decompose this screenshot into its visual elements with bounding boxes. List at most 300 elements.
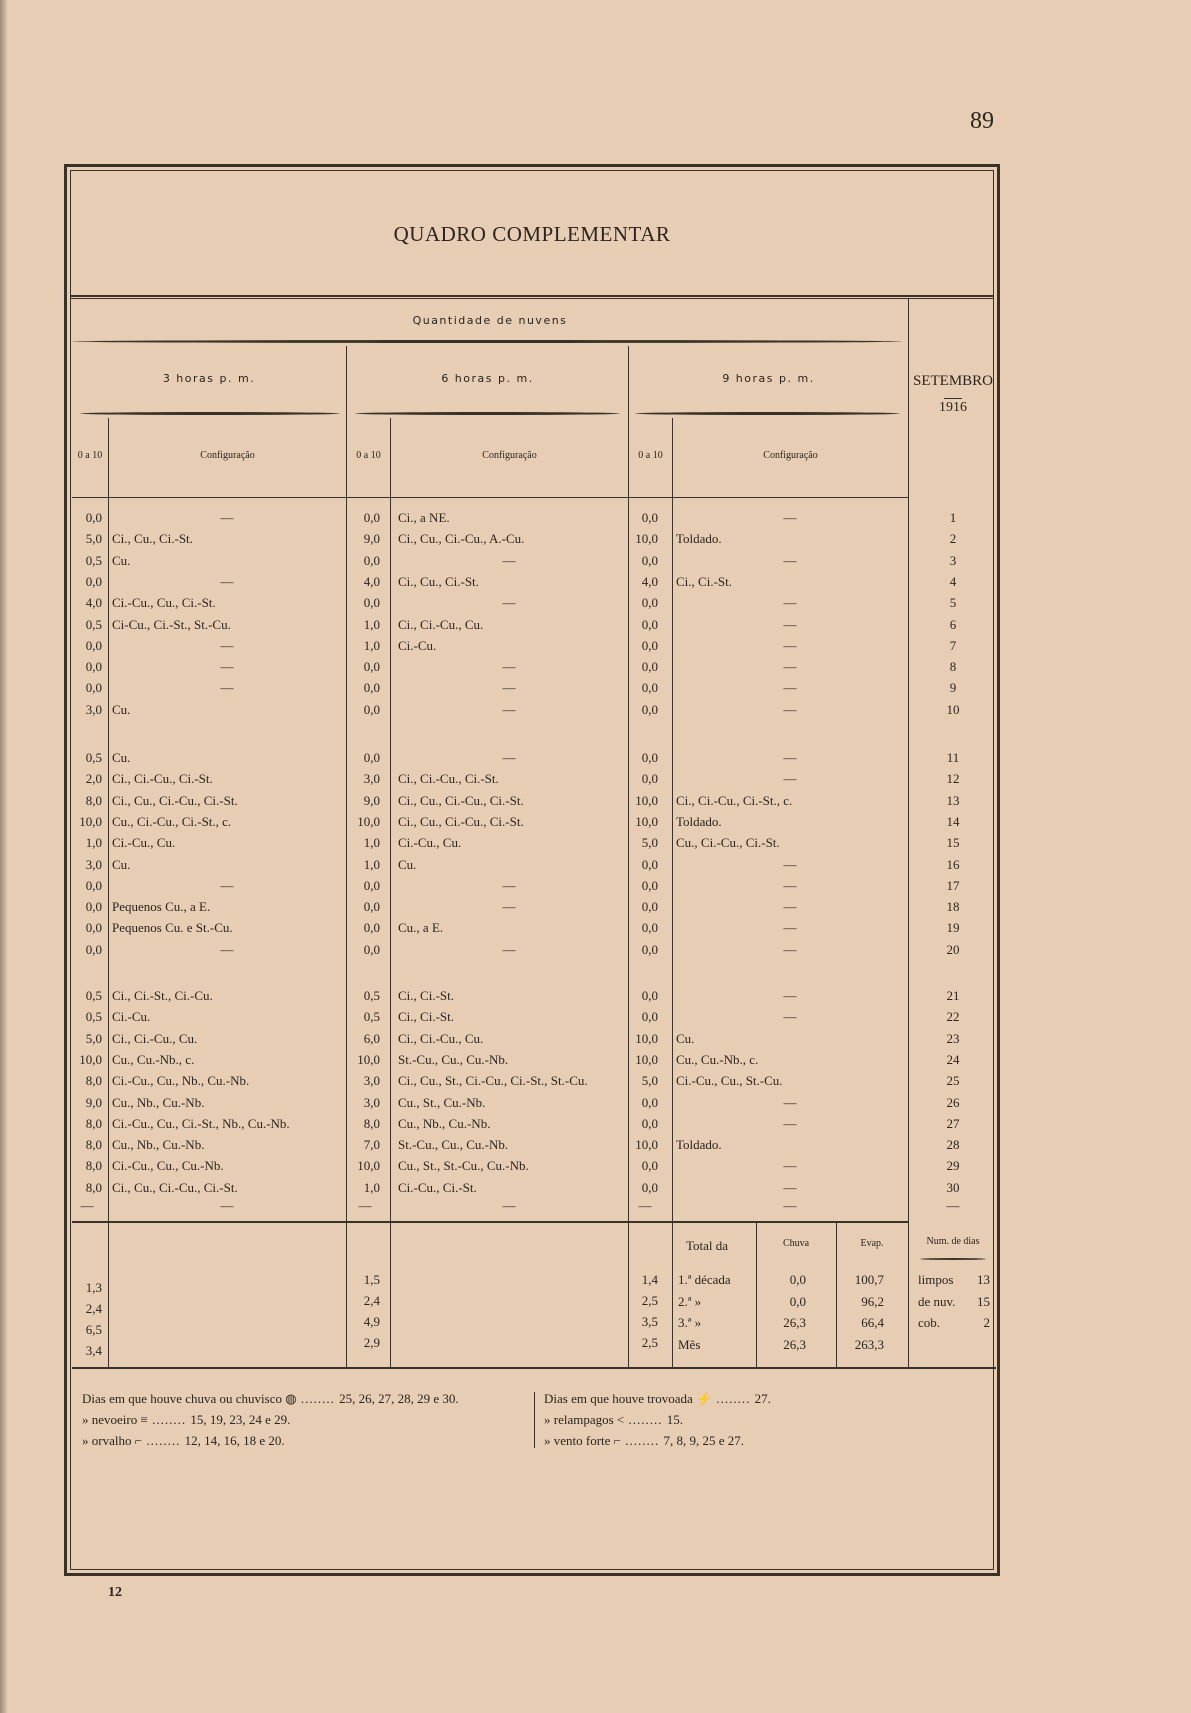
table-cell: 10,0 xyxy=(79,1051,102,1067)
table-cell: 0,0 xyxy=(363,510,380,525)
day-number: 6 xyxy=(949,616,957,632)
summary-dias-value: 15 xyxy=(977,1293,990,1309)
table-cell: 5,0 xyxy=(85,531,102,547)
config-header-9pm: Configuração xyxy=(763,450,818,461)
note-value: 15, 19, 23, 24 e 29. xyxy=(190,1412,291,1427)
group-swoosh xyxy=(72,340,902,343)
weather-symbol-icon: ⌐ xyxy=(613,1433,622,1448)
table-cell: 3,0 xyxy=(85,856,102,872)
table-cell: Cu., Cu.-Nb., c. xyxy=(112,1051,195,1067)
summary-chuva: 0,0 xyxy=(789,1272,806,1287)
table-cell: — xyxy=(783,941,797,957)
table-cell: — xyxy=(783,1158,797,1174)
table-cell: 0,0 xyxy=(641,510,658,525)
day-number: 19 xyxy=(946,920,960,936)
table-cell: — xyxy=(220,659,234,675)
summary-chuva: 26,3 xyxy=(783,1336,806,1352)
day-number: 13 xyxy=(946,792,960,808)
table-cell: 0,0 xyxy=(85,510,102,525)
table-cell: Ci., Ci.-St. xyxy=(398,988,454,1003)
summary-dias-value: 2 xyxy=(983,1315,990,1330)
table-cell: 0,0 xyxy=(363,750,380,765)
table-cell: Ci.-Cu. xyxy=(398,637,437,653)
day-number: 14 xyxy=(946,813,960,829)
table-cell: Toldado. xyxy=(676,1137,722,1153)
table-cell: 1,0 xyxy=(363,616,380,632)
summary-row-label: 1.ª década xyxy=(678,1272,731,1287)
table-cell: 10,0 xyxy=(357,1051,380,1067)
table-cell: Ci., Ci.-St., Ci.-Cu. xyxy=(112,988,213,1003)
period-label-6pm: 6 horas p. m. xyxy=(441,372,534,385)
period-label-9pm: 9 horas p. m. xyxy=(722,372,815,385)
scale-header-6pm: 0 a 10 xyxy=(356,450,381,461)
table-cell: 9,0 xyxy=(363,531,380,547)
table-cell: 0,0 xyxy=(641,750,658,765)
summary-row-label: 3.ª » xyxy=(678,1315,702,1330)
table-cell: — xyxy=(220,573,234,589)
day-number: 21 xyxy=(946,988,960,1003)
table-cell: — xyxy=(502,680,516,696)
table-cell: Cu., St., St.-Cu., Cu.-Nb. xyxy=(398,1158,529,1174)
table-cell: — xyxy=(502,1198,516,1213)
table-cell: 1,0 xyxy=(363,835,380,851)
table-cell: 3,0 xyxy=(363,1073,380,1089)
table-cell: Ci.-Cu., Cu., Ci.-St., Nb., Cu.-Nb. xyxy=(112,1115,290,1131)
table-cell: Ci., Cu., Ci.-Cu., Ci.-St. xyxy=(398,813,524,829)
day-number: 23 xyxy=(946,1030,960,1046)
table-cell: Ci.-Cu., Cu. xyxy=(112,835,176,851)
table-cell: 0,5 xyxy=(85,616,102,632)
day-number: 10 xyxy=(946,701,960,717)
summary-bottom-rule xyxy=(72,1367,996,1369)
page-title: QUADRO COMPLEMENTAR xyxy=(393,222,671,246)
table-cell: Ci., Ci.-Cu., Ci.-St. xyxy=(112,771,213,787)
table-cell: 0,0 xyxy=(85,637,102,653)
table-cell: Cu., Ci.-Cu., Ci.-St. xyxy=(676,835,780,851)
table-cell: Ci.-Cu. xyxy=(112,1009,151,1025)
period-swoosh-1 xyxy=(80,412,340,415)
table-cell: Cu. xyxy=(676,1030,695,1046)
day-number: 3 xyxy=(949,552,957,568)
table-cell: Cu., Nb., Cu.-Nb. xyxy=(398,1115,491,1131)
table-cell: 5,0 xyxy=(85,1030,102,1046)
table-cell: 0,0 xyxy=(363,877,380,893)
table-cell: 8,0 xyxy=(85,792,102,808)
summary-dias-value: 13 xyxy=(977,1272,990,1287)
table-cell: — xyxy=(783,510,797,525)
table-cell: — xyxy=(502,750,516,765)
summary-evap: 66,4 xyxy=(861,1315,884,1330)
note-value: 25, 26, 27, 28, 29 e 30. xyxy=(339,1391,459,1406)
day-number: 24 xyxy=(946,1051,960,1067)
table-cell: 8,0 xyxy=(85,1137,102,1153)
table-cell: — xyxy=(80,1198,94,1213)
note-left xyxy=(82,1409,290,1431)
table-cell: 0,0 xyxy=(641,1158,658,1174)
table-cell: 0,0 xyxy=(363,659,380,675)
page-edge xyxy=(0,0,7,1713)
average-value: 2,4 xyxy=(85,1301,102,1316)
note-left xyxy=(82,1388,459,1410)
table-cell: Cu., Nb., Cu.-Nb. xyxy=(112,1094,205,1110)
table-cell: 0,5 xyxy=(85,552,102,568)
leader-dots: ........ xyxy=(712,1391,755,1406)
table-cell: — xyxy=(502,941,516,957)
weather-symbol-icon: < xyxy=(616,1412,625,1427)
table-cell: 6,0 xyxy=(363,1030,380,1046)
table-cell: — xyxy=(502,659,516,675)
summary-dias-label: de nuv. xyxy=(918,1293,956,1309)
page-number: 89 xyxy=(970,108,994,134)
notes-divider xyxy=(534,1392,535,1448)
table-cell: 3,0 xyxy=(363,1094,380,1110)
table-cell: 0,0 xyxy=(363,899,380,915)
table-cell: Ci.-Cu., Ci.-St. xyxy=(398,1179,477,1195)
leader-dots: ........ xyxy=(142,1433,185,1448)
day-number: 17 xyxy=(946,877,960,893)
table-cell: 0,0 xyxy=(641,941,658,957)
day-number: 2 xyxy=(949,531,957,547)
day-number: 16 xyxy=(946,856,960,872)
table-cell: Ci., a NE. xyxy=(398,510,450,525)
average-value: 1,5 xyxy=(363,1272,380,1287)
day-number: 12 xyxy=(946,771,960,787)
table-cell: 9,0 xyxy=(85,1094,102,1110)
table-cell: Ci.-Cu., Cu., Cu.-Nb. xyxy=(112,1158,224,1174)
average-value: 2,4 xyxy=(363,1293,380,1308)
table-cell: 0,5 xyxy=(85,750,102,765)
day-number: 22 xyxy=(946,1009,960,1025)
note-value: 7, 8, 9, 25 e 27. xyxy=(663,1433,745,1448)
day-number: 18 xyxy=(946,899,960,915)
table-cell: Ci.-Cu., Cu. xyxy=(398,835,462,851)
table-cell: Cu. xyxy=(398,856,417,872)
period-swoosh-2 xyxy=(355,412,620,415)
table-cell: 8,0 xyxy=(85,1115,102,1131)
footer-number: 12 xyxy=(108,1585,122,1600)
table-cell: — xyxy=(783,680,797,696)
summary-dias-label: cob. xyxy=(918,1315,941,1330)
summary-chuva-label: Chuva xyxy=(782,1238,810,1249)
table-cell: Cu. xyxy=(112,701,131,717)
table-cell: 3,0 xyxy=(85,701,102,717)
table-cell: 0,0 xyxy=(641,1009,658,1025)
weather-symbol-icon: ⌐ xyxy=(134,1433,143,1448)
table-cell: 3,0 xyxy=(363,771,380,787)
summary-numdias-label: Num. de dias xyxy=(926,1236,980,1247)
table-cell: 0,0 xyxy=(641,771,658,787)
average-value: 4,9 xyxy=(363,1314,380,1329)
table-cell: 0,0 xyxy=(641,701,658,717)
month-label: SETEMBRO xyxy=(912,373,993,389)
table-cell: 0,0 xyxy=(641,1179,658,1195)
table-cell: 0,0 xyxy=(641,680,658,696)
table-cell: — xyxy=(783,877,797,893)
table-cell: St.-Cu., Cu., Cu.-Nb. xyxy=(398,1137,509,1153)
table-cell: — xyxy=(783,920,797,936)
table-cell: 0,0 xyxy=(363,552,380,568)
note-value: 15. xyxy=(666,1412,684,1427)
table-cell: — xyxy=(783,899,797,915)
table-cell: — xyxy=(783,1009,797,1025)
note-value: 27. xyxy=(754,1391,771,1406)
table-cell: 10,0 xyxy=(357,1158,380,1174)
note-right xyxy=(544,1409,683,1431)
scale-header-9pm: 0 a 10 xyxy=(638,450,663,461)
config-header-3pm: Configuração xyxy=(200,450,255,461)
average-value: 1,4 xyxy=(641,1272,658,1287)
table-cell: 8,0 xyxy=(85,1179,102,1195)
average-value: 2,9 xyxy=(363,1335,380,1350)
table-cell: — xyxy=(783,1179,797,1195)
summary-row-label: Mês xyxy=(678,1336,701,1352)
average-value: 3,4 xyxy=(85,1343,102,1358)
summary-chuva: 0,0 xyxy=(789,1293,806,1309)
table-cell: Ci.-Cu., Cu., St.-Cu. xyxy=(676,1073,783,1089)
table-cell: — xyxy=(946,1198,960,1213)
table-cell: 5,0 xyxy=(641,1073,658,1089)
average-value: 6,5 xyxy=(85,1322,102,1337)
table-cell: — xyxy=(220,1198,234,1213)
table-cell: — xyxy=(783,1115,797,1131)
table-cell: — xyxy=(783,988,797,1003)
summary-dias-label: limpos xyxy=(918,1272,954,1287)
table-cell: 0,0 xyxy=(641,877,658,893)
table-cell: — xyxy=(358,1198,372,1213)
table-cell: 0,5 xyxy=(363,988,380,1003)
table-cell: 0,0 xyxy=(641,659,658,675)
year-label: 1916 xyxy=(939,400,967,415)
table-cell: 2,0 xyxy=(85,771,102,787)
table-cell: — xyxy=(783,771,797,787)
table-cell: 1,0 xyxy=(85,835,102,851)
table-cell: 4,0 xyxy=(363,573,380,589)
table-cell: 9,0 xyxy=(363,792,380,808)
leader-dots: ........ xyxy=(624,1412,667,1427)
table-cell: — xyxy=(783,856,797,872)
table-cell: — xyxy=(783,616,797,632)
table-cell: 8,0 xyxy=(363,1115,380,1131)
average-value: 2,5 xyxy=(641,1293,658,1308)
day-number: 7 xyxy=(949,637,957,653)
table-cell: — xyxy=(783,595,797,611)
weather-symbol-icon: ≡ xyxy=(140,1412,148,1427)
table-cell: 8,0 xyxy=(85,1158,102,1174)
table-cell: 0,0 xyxy=(85,680,102,696)
table-cell: 10,0 xyxy=(635,1030,658,1046)
day-number: 11 xyxy=(946,750,960,765)
summary-total-label: Total da xyxy=(686,1238,729,1253)
summary-evap: 263,3 xyxy=(854,1336,884,1352)
day-number: 25 xyxy=(946,1073,960,1089)
summary-head-rule xyxy=(673,1221,905,1222)
table-cell: 0,0 xyxy=(641,1094,658,1110)
table-cell: 8,0 xyxy=(85,1073,102,1089)
table-cell: 0,5 xyxy=(85,988,102,1003)
table-cell: Ci., Ci.-Cu., Cu. xyxy=(112,1030,198,1046)
table-cell: — xyxy=(638,1198,652,1213)
table-cell: Pequenos Cu. e St.-Cu. xyxy=(112,920,233,936)
day-number: 29 xyxy=(946,1158,960,1174)
note-text: » orvalho xyxy=(82,1433,135,1448)
table-cell: Ci., Ci.-Cu., Ci.-St., c. xyxy=(676,792,793,808)
table-cell: Ci., Ci.-Cu., Ci.-St. xyxy=(398,771,499,787)
table-cell: — xyxy=(502,595,516,611)
table-cell: — xyxy=(783,701,797,717)
table-cell: 0,0 xyxy=(641,920,658,936)
numdias-swoosh xyxy=(920,1258,986,1260)
table-cell: Toldado. xyxy=(676,531,722,547)
leader-dots: ........ xyxy=(296,1391,340,1406)
day-number: 8 xyxy=(949,659,957,675)
table-cell: — xyxy=(783,1198,797,1213)
table-cell: 10,0 xyxy=(635,792,658,808)
table-cell: 0,0 xyxy=(641,595,658,611)
average-value: 2,5 xyxy=(641,1335,658,1350)
table-cell: 10,0 xyxy=(635,531,658,547)
table-cell: — xyxy=(783,750,797,765)
table-cell: Cu., a E. xyxy=(398,920,444,936)
table-cell: Ci., Cu., Ci.-Cu., A.-Cu. xyxy=(398,531,525,547)
table-cell: Cu. xyxy=(112,750,131,765)
summary-evap-label: Evap. xyxy=(860,1238,884,1249)
average-value: 3,5 xyxy=(641,1314,658,1329)
period-label-3pm: 3 horas p. m. xyxy=(162,372,256,385)
summary-evap: 96,2 xyxy=(861,1293,884,1309)
note-text: Dias em que houve chuva ou chuvisco xyxy=(82,1391,286,1406)
header-rule xyxy=(72,497,908,498)
month-year-bar xyxy=(944,398,962,399)
table-cell: 0,0 xyxy=(363,920,380,936)
table-cell: — xyxy=(783,659,797,675)
note-right xyxy=(544,1430,744,1452)
table-cell: Ci.-Cu., Cu., Nb., Cu.-Nb. xyxy=(112,1073,250,1089)
day-number: 4 xyxy=(949,573,957,589)
table-cell: 1,0 xyxy=(363,637,380,653)
summary-row-label: 2.ª » xyxy=(678,1293,702,1309)
table-cell: 4,0 xyxy=(641,573,658,589)
table-cell: — xyxy=(220,877,234,893)
table-cell: 0,0 xyxy=(641,899,658,915)
table-cell: Ci-Cu., Ci.-St., St.-Cu. xyxy=(112,616,231,632)
note-value: 12, 14, 16, 18 e 20. xyxy=(184,1433,285,1448)
day-number: 20 xyxy=(946,941,960,957)
table-cell: 0,0 xyxy=(85,659,102,675)
day-number: 9 xyxy=(949,680,957,696)
table-cell: Ci., Ci.-Cu., Cu. xyxy=(398,1030,484,1046)
table-cell: 0,0 xyxy=(641,637,658,653)
note-text: » relampagos xyxy=(544,1412,617,1427)
table-cell: 0,0 xyxy=(85,573,102,589)
table-cell: 0,0 xyxy=(641,856,658,872)
average-value: 1,3 xyxy=(85,1280,102,1295)
table-cell: Pequenos Cu., a E. xyxy=(112,899,211,915)
day-number: 27 xyxy=(946,1115,960,1131)
table-cell: 10,0 xyxy=(635,813,658,829)
table-cell: 0,0 xyxy=(85,941,102,957)
day-number: 15 xyxy=(946,835,960,851)
table-cell: — xyxy=(783,552,797,568)
day-number: 28 xyxy=(946,1137,960,1153)
note-text: Dias em que houve trovoada xyxy=(544,1391,696,1406)
table-cell: — xyxy=(502,877,516,893)
table-cell: Ci., Cu., Ci.-Cu., Ci.-St. xyxy=(112,1179,238,1195)
table-cell: Ci., Cu., Ci.-Cu., Ci.-St. xyxy=(398,792,524,808)
table-cell: Ci., Cu., Ci.-St. xyxy=(112,531,193,547)
table-cell: St.-Cu., Cu., Cu.-Nb. xyxy=(398,1051,509,1067)
table-cell: 0,0 xyxy=(85,899,102,915)
title-rule-thin xyxy=(70,298,994,299)
table-cell: 4,0 xyxy=(85,595,102,611)
summary-evap: 100,7 xyxy=(854,1272,884,1287)
title-rule xyxy=(70,295,994,297)
table-cell: — xyxy=(220,680,234,696)
period-swoosh-3 xyxy=(635,412,900,415)
table-cell: 10,0 xyxy=(79,813,102,829)
table-cell: — xyxy=(220,941,234,957)
day-number: 26 xyxy=(946,1094,960,1110)
leader-dots: ........ xyxy=(621,1433,664,1448)
table-cell: 10,0 xyxy=(635,1051,658,1067)
table-cell: 0,0 xyxy=(641,988,658,1003)
table-cell: 5,0 xyxy=(641,835,658,851)
table-cell: 0,0 xyxy=(363,680,380,696)
table-cell: — xyxy=(502,899,516,915)
table-cell: 0,0 xyxy=(85,920,102,936)
note-right xyxy=(544,1388,771,1410)
table-cell: 10,0 xyxy=(635,1137,658,1153)
table-cell: Toldado. xyxy=(676,813,722,829)
table-cell: Ci., Cu., Ci.-St. xyxy=(398,573,479,589)
table-cell: Cu., Nb., Cu.-Nb. xyxy=(112,1137,205,1153)
table-cell: 0,0 xyxy=(363,701,380,717)
table-cell: 0,5 xyxy=(85,1009,102,1025)
day-number: 1 xyxy=(949,510,957,525)
table-cell: — xyxy=(783,1094,797,1110)
table-cell: Ci., Ci.-Cu., Cu. xyxy=(398,616,484,632)
table-cell: 0,0 xyxy=(641,552,658,568)
scale-header-3pm: 0 a 10 xyxy=(77,450,103,461)
table-cell: Ci., Cu., St., Ci.-Cu., Ci.-St., St.-Cu. xyxy=(398,1073,588,1089)
table-cell: 7,0 xyxy=(363,1137,380,1153)
leader-dots: ........ xyxy=(147,1412,191,1427)
table-cell: — xyxy=(502,552,516,568)
summary-chuva: 26,3 xyxy=(783,1315,806,1330)
table-cell: Cu., Cu.-Nb., c. xyxy=(676,1051,759,1067)
table-cell: — xyxy=(220,510,234,525)
table-cell: 0,0 xyxy=(85,877,102,893)
table-cell: Ci., Ci.-St. xyxy=(676,573,732,589)
table-cell: — xyxy=(783,637,797,653)
group-title: Quantidade de nuvens xyxy=(412,314,568,327)
note-text: » nevoeiro xyxy=(82,1412,141,1427)
weather-symbol-icon: ⚡ xyxy=(695,1391,713,1406)
table-cell: Ci.-Cu., Cu., Ci.-St. xyxy=(112,595,216,611)
table-cell: Cu. xyxy=(112,552,131,568)
table-cell: Cu., Ci.-Cu., Ci.-St., c. xyxy=(112,813,232,829)
table-cell: Cu., St., Cu.-Nb. xyxy=(398,1094,486,1110)
table-cell: 0,0 xyxy=(641,1115,658,1131)
note-left xyxy=(82,1430,285,1452)
table-cell: 0,5 xyxy=(363,1009,380,1025)
table-cell: — xyxy=(220,637,234,653)
table-cell: — xyxy=(502,701,516,717)
table-cell: 10,0 xyxy=(357,813,380,829)
config-header-6pm: Configuração xyxy=(482,450,537,461)
table-cell: 0,0 xyxy=(363,941,380,957)
table-cell: Cu. xyxy=(112,856,131,872)
table-cell: 0,0 xyxy=(363,595,380,611)
